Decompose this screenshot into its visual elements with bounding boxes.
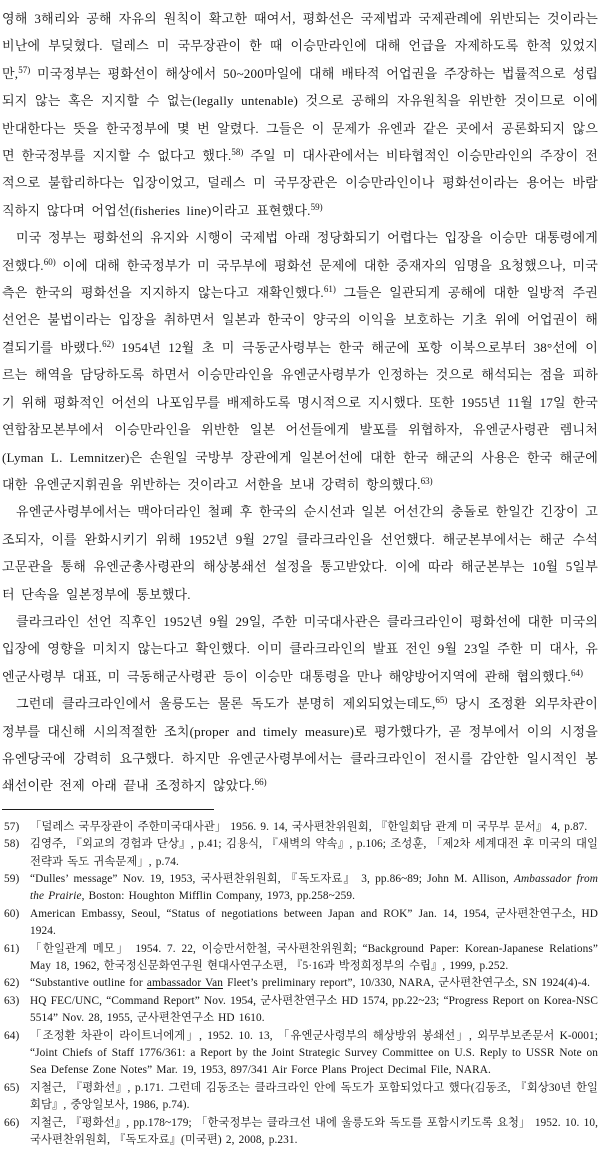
- footnote-text: American Embassy, Seoul, “Status of negotiations between Japan and ROK” Jan. 14, 1954, 군사편찬연구소, HD 1924.: [30, 907, 598, 938]
- body-paragraph: 유엔군사령부에서는 맥아더라인 철폐 후 한국의 순시선과 일본 어선간의 충돌로 한일간 긴장이 고조되자, 이를 완화시키기 위해 1952년 9월 27일 클라크라인을 선언했다. 해군본부에서는 해군 수석고문관을 통해 유엔군총사령관의 해상봉쇄선 설정을 통고받았다. 이에 따라 해군본부는 10월 5일부터 단속을 일본정부에 통보했다.: [2, 504, 598, 602]
- footnote-separator: [2, 809, 214, 810]
- footnote-text: 「한일관계 메모」 1954. 7. 22, 이승만서한철, 국사편찬위원회; “Background Paper: Korean-Japanese Relations” May 18, 1962, 한국정신문화연구원 현대사연구소편, 『5·16과 박정희정부의 수립』, 1999, p.252.: [30, 942, 598, 973]
- footnote-ref: 66): [254, 777, 267, 788]
- footnote-ref: 61): [323, 284, 336, 295]
- footnote-text: 「덜레스 국무장관이 주한미국대사관」 1956. 9. 14, 국사편찬위원회, 『한일회담 관계 미 국무부 문서』 4, p.87.: [30, 820, 588, 833]
- footnote-number: 60): [4, 907, 20, 920]
- body-paragraph: 그런데 클라크라인에서 울릉도는 물론 독도가 분명히 제외되었는데도,$^{65)}$ 당시 조정환 외무차관이 정부를 대신해 시의적절한 조치(proper and timely measure)로 평가했다가, 곧 정부에서 이의 시정을 유엔당국에 강력히 요구했다. 하지만 유엔군사령부에서는 클라크라인이 전시를 감안한 일시적인 봉쇄선이란 전제 아래 끝내 조정하지 않았다.$^{66)}$: [2, 695, 598, 794]
- footnote: [2, 871, 598, 906]
- footnote-number: 57): [4, 820, 20, 833]
- body-paragraph: 미국 정부는 평화선의 유지와 시행이 국제법 아래 정당화되기 어렵다는 입장을 이승만 대통령에게 전했다.$^{60)}$ 이에 대해 한국정부가 미 국무부에 평화선 문제에 대한 중재자의 임명을 요청했으나, 미국 측은 한국의 평화선을 지지하지 않는다고 재확인했다.$^{61)}$ 그들은 일관되게 공해에 대한 일방적 주권선언은 불법이라는 입장을 취하면서 일본과 한국이 양국의 이익을 보호하는 기초 위에 어업권이 해결되기를 바랬다.$^{62)}$ 1954년 12월 초 미 극동군사령부는 한국 해군에 포항 이북으로부터 38°선에 이르는 해역을 담당하도록 하면서 이승만라인을 유엔군사령부가 인정하는 것으로 해석되는 점을 피하기 위해 평화적인 어선의 나포임무를 배제하도록 명시적으로 지시했다. 또한 1955년 11월 17일 한국 연합참모본부에서 이승만라인을 위반한 일본 어선들에게 발포를 위협하자, 유엔군사령관 렘니처(Lyman L. Lemnitzer)은 손원일 국방부 장관에게 일본어선에 대한 한국 해군의 사용은 한국 해군에 대한 유엔군지휘권을 위반하는 것이라고 서한을 보내 강력히 항의했다.$^{63)}$: [2, 230, 598, 492]
- footnote-ref: 59): [310, 201, 323, 212]
- footnote-list: [2, 819, 598, 1150]
- footnote-number: 63): [4, 994, 20, 1007]
- footnote-ref: 62): [102, 338, 115, 349]
- footnote: [2, 819, 598, 836]
- footnote-number: 61): [4, 942, 20, 955]
- footnote-ref: 58): [231, 147, 244, 158]
- footnote-number: 64): [4, 1029, 20, 1042]
- footnote-ref: 63): [420, 475, 433, 486]
- body-paragraph: 영해 3해리와 공해 자유의 원칙이 확고한 때여서, 평화선은 국제법과 국제관례에 위반되는 것이라는 비난에 부딪혔다. 덜레스 미 국무장관이 한 때 이승만라인에 대해 언급을 자제하도록 한적 있었지만,$^{57)}$ 미국정부는 평화선이 해상에서 50~200마일에 대해 배타적 어업권을 주장하는 법률적으로 성립되지 않는 혹은 지지할 수 없는(legally untenable) 것으로 공해의 자유원칙을 위반한 것이므로 이에 반대한다는 뜻을 한국정부에 몇 번 알렸다. 그들은 이 문제가 유엔과 같은 곳에서 공론화되지 않으면 한국정부를 지지할 수 없다고 했다.$^{58)}$ 주일 미 대사관에서는 비타협적인 이승만라인의 주장이 전적으로 불합리하다는 입장이었고, 덜레스 미 국무장관은 이승만라인이나 평화선이라는 용어는 바람직하지 않다며 어업선(fisheries line)이라고 표현했다.$^{59)}$: [2, 11, 599, 218]
- body-paragraph: 클라크라인 선언 직후인 1952년 9월 29일, 주한 미국대사관은 클라크라인이 평화선에 대한 미국의 입장에 영향을 미치지 않는다고 확인했다. 이미 클라크라인의 발표 전인 9월 23일 주한 미 대사, 유엔군사령부 대표, 미 극동해군사령관 등이 이승만 대통령을 만나 해양방어지역에 관해 협의했다.$^{64)}$: [2, 613, 598, 684]
- footnote-number: 65): [4, 1081, 20, 1094]
- footnote: [2, 1080, 598, 1115]
- footnote-text: 김영주, 『외교의 경험과 단상』, p.41; 김용식, 『새벽의 약속』, p.106; 조성훈, 「제2차 세계대전 후 미국의 대일전략과 독도 귀속문제」, p.74.: [30, 838, 598, 868]
- footnote: [2, 1028, 598, 1080]
- footnote: [2, 836, 598, 871]
- footnote-ref: 64): [570, 667, 583, 678]
- footnote-number: 58): [4, 838, 20, 851]
- footnote-text: “Substantive outline for ambassador Van Fleet’s preliminary report”, 10/330, NARA, 군사편찬연구소, SN 1924(4)-4.: [30, 977, 591, 990]
- footnote-text: HQ FEC/UNC, “Command Report” Nov. 1954, 군사편찬연구소 HD 1574, pp.22~23; “Progress Report on Korea-NSC 5514” Nov. 28, 1955, 군사편찬연구소 HD 1610.: [30, 994, 598, 1025]
- footnote-text: 지철근, 『평화선』, p.171. 그런데 김동조는 클라크라인 안에 독도가 포함되었다고 했다(김동조, 『회상30년 한일회담』, 중앙일보사, 1986, p.74).: [30, 1081, 598, 1112]
- footnote-text: “Dulles’ message” Nov. 19, 1953, 국사편찬위원회, 『독도자료』 3, pp.86~89; John M. Allison, Ambassador from the Prairie, Boston: Houghton Mifflin Company, 1973, pp.258~259.: [30, 873, 598, 903]
- footnote-number: 59): [4, 873, 20, 885]
- footnote-ref: 60): [43, 256, 56, 267]
- footnote-text: 「조정환 차관이 라이트너에게」, 1952. 10. 13, 「유엔군사령부의 해상방위 봉쇄선」, 외무부보존문서 K-0001; “Joint Chiefs of Staff 1776/361: a Report by the Joint Strategic Survey Committee on U.S. Reply to USSR Note on Sea Defense Zone Notes” Mar. 19, 1953, 897/341 Air Force Plans Project Decimal File, NARA.: [30, 1029, 598, 1077]
- footnote-ref: 57): [18, 64, 31, 75]
- footnote-number: 66): [4, 1116, 20, 1129]
- footnote: [2, 993, 598, 1028]
- footnote-number: 62): [4, 977, 20, 990]
- footnote-text: 지철근, 『평화선』, pp.178~179; 「한국정부는 클라크선 내에 울릉도와 독도를 포함시키도록 요청」 1952. 10. 10, 국사편찬위원회, 『독도자료』(미국편) 2, 2008, p.231.: [30, 1116, 598, 1147]
- footnote: [2, 906, 598, 941]
- footnote: [2, 975, 598, 992]
- footnote-ref: 65): [435, 695, 448, 706]
- footnote: [2, 941, 598, 976]
- footnote: [2, 1115, 598, 1150]
- body-text: [2, 5, 598, 800]
